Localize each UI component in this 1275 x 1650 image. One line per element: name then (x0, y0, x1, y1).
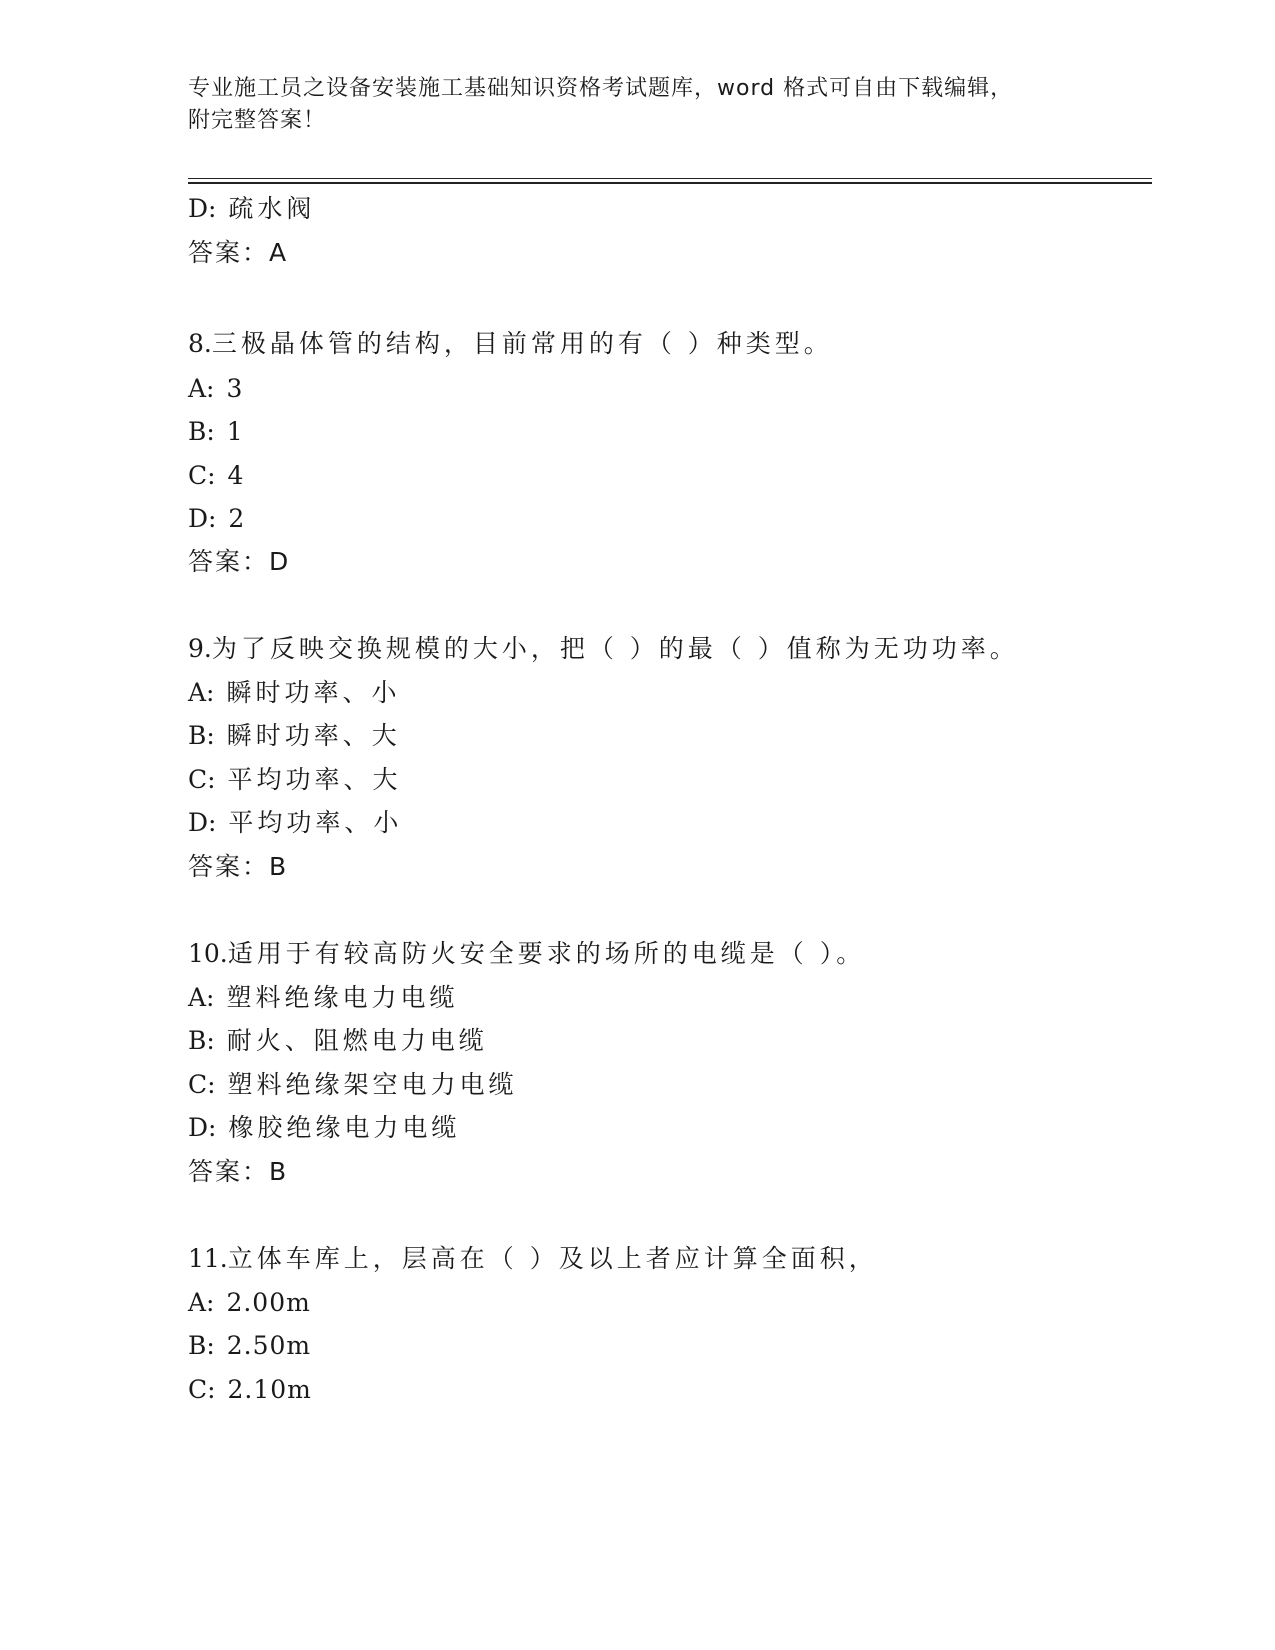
question-9 (188, 632, 1019, 666)
option-key: B: (188, 721, 215, 750)
question-8 (188, 327, 833, 361)
prev-option-d (188, 192, 315, 226)
q10-option-a (188, 981, 458, 1015)
option-key: C: (188, 461, 216, 490)
question-text: 三极晶体管的结构，目前常用的有（ ）种类型。 (211, 329, 833, 358)
option-key: D: (188, 1113, 217, 1142)
option-text: 瞬时功率、小 (226, 678, 401, 707)
option-key: B: (188, 1026, 215, 1055)
question-number: 9. (188, 634, 212, 663)
header-divider-bottom (188, 182, 1152, 184)
q11-option-a (188, 1286, 311, 1320)
option-key: B: (188, 417, 215, 446)
prev-answer (188, 236, 288, 270)
answer-label: 答案： (188, 547, 270, 576)
option-text: 瞬时功率、大 (226, 721, 401, 750)
option-key: A: (188, 374, 215, 403)
question-text: 立体车库上，层高在（ ）及以上者应计算全面积， (227, 1244, 878, 1273)
q9-option-c (188, 763, 402, 797)
q11-option-b (188, 1329, 311, 1363)
option-key: C: (188, 765, 216, 794)
option-text: 3 (226, 374, 244, 403)
option-text: 平均功率、小 (228, 808, 403, 837)
question-text: 为了反映交换规模的大小，把（ ）的最（ ）值称为无功功率。 (211, 634, 1019, 663)
option-text: 耐火、阻燃电力电缆 (226, 1026, 488, 1055)
q9-option-a (188, 676, 400, 710)
option-text: 1 (226, 417, 244, 446)
q11-option-c (188, 1373, 312, 1407)
q9-answer (188, 850, 288, 884)
answer-value: B (269, 1157, 289, 1186)
answer-value: D (269, 547, 291, 576)
q10-option-b (188, 1024, 488, 1058)
option-text: 塑料绝缘电力电缆 (226, 983, 459, 1012)
q10-option-d (188, 1111, 460, 1145)
option-text: 2.00m (226, 1288, 311, 1317)
option-key: D: (188, 194, 217, 223)
option-text: 平均功率、大 (227, 765, 402, 794)
question-10 (188, 937, 865, 971)
q10-option-c (188, 1068, 518, 1102)
question-11 (188, 1242, 878, 1276)
answer-value: A (269, 238, 289, 267)
q8-option-d (188, 502, 245, 536)
question-number: 11. (188, 1244, 228, 1273)
header-line-1: 专业施工员之设备安装施工基础知识资格考试题库，word 格式可自由下载编辑， (188, 76, 1014, 101)
option-text: 2.50m (226, 1331, 312, 1360)
question-number: 8. (188, 329, 212, 358)
question-text: 适用于有较高防火安全要求的场所的电缆是（ ）。 (227, 939, 866, 968)
answer-label: 答案： (188, 1157, 270, 1186)
header-line-2: 附完整答案！ (188, 108, 327, 133)
document-header (188, 73, 1078, 137)
option-text: 橡胶绝缘电力电缆 (228, 1113, 461, 1142)
question-number: 10. (188, 939, 228, 968)
answer-value: B (269, 852, 289, 881)
option-text: 2 (228, 504, 246, 533)
q9-option-b (188, 719, 401, 753)
answer-label: 答案： (188, 852, 270, 881)
q10-answer (188, 1155, 288, 1189)
option-key: D: (188, 808, 217, 837)
option-text: 4 (227, 461, 245, 490)
q8-option-c (188, 459, 244, 493)
option-text: 2.10m (227, 1375, 312, 1404)
option-key: C: (188, 1070, 216, 1099)
option-key: D: (188, 504, 217, 533)
q9-option-d (188, 806, 402, 840)
option-text: 塑料绝缘架空电力电缆 (227, 1070, 518, 1099)
option-key: A: (188, 678, 215, 707)
option-key: A: (188, 1288, 215, 1317)
answer-label: 答案： (188, 238, 270, 267)
q8-option-b (188, 415, 244, 449)
option-key: B: (188, 1331, 215, 1360)
q8-option-a (188, 372, 243, 406)
option-key: C: (188, 1375, 216, 1404)
option-text: 疏水阀 (228, 194, 316, 223)
header-divider-top (188, 178, 1152, 179)
option-key: A: (188, 983, 215, 1012)
q8-answer (188, 545, 290, 579)
